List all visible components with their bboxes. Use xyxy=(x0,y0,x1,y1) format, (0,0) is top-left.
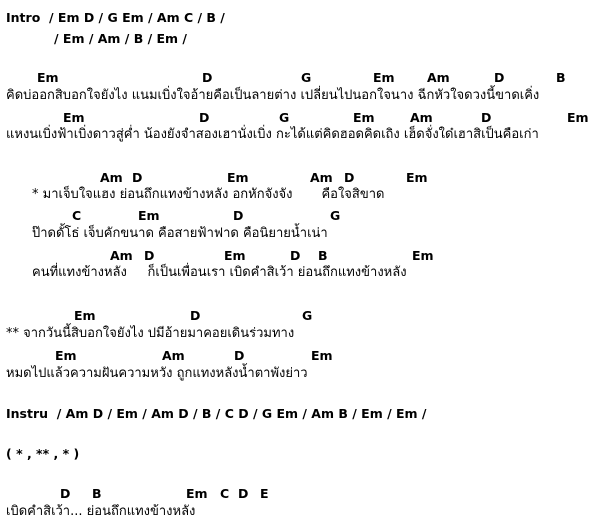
chord: B xyxy=(556,70,566,85)
chord: D xyxy=(290,248,301,263)
chord: Em xyxy=(353,110,375,125)
bridge-2-lyric: หมดไปแล้วความฝันความหวัง ถูกแทงหลังน้ำตาพังย่าว xyxy=(6,366,308,381)
repeat-marker: ( * , ** , * ) xyxy=(6,446,80,461)
chord: Em xyxy=(412,248,434,263)
chord: D xyxy=(199,110,210,125)
chord: G xyxy=(301,70,312,85)
instru-line xyxy=(6,406,426,421)
chord: Am xyxy=(310,170,333,185)
chord: Em xyxy=(406,170,428,185)
chorus-2-lyric: ป๊าดดั้โธ่ เจ็บคักขนาด คือสายฟ้าฟาด คือนิยายน้ำเน่า xyxy=(32,226,328,241)
chord: G xyxy=(279,110,290,125)
chord: B xyxy=(92,486,102,501)
chord: D xyxy=(494,70,505,85)
chord: Am xyxy=(162,348,185,363)
chord: Em xyxy=(186,486,208,501)
chord: D xyxy=(344,170,355,185)
chord: Em xyxy=(37,70,59,85)
instru-label: Instru xyxy=(6,406,49,421)
instru-chords: / Am D / Em / Am D / B / C D / G Em / Am B / Em / Em / xyxy=(56,406,427,421)
intro-chords-2: / Em / Am / B / Em / xyxy=(54,31,187,46)
chord: C xyxy=(72,208,82,223)
chord: Em xyxy=(138,208,160,223)
chord: Am xyxy=(100,170,123,185)
chord: G xyxy=(302,308,313,323)
chord: Am xyxy=(410,110,433,125)
chorus-3-lyric: คนที่แทงข้างหลัง ก็เป็นเพื่อนเรา เบิดคำสิเว้า ย่อนถึกแทงข้างหลัง xyxy=(32,265,407,280)
outro-lyric: เบิดคำสิเว้า... ย่อนถึกแทงข้างหลัง xyxy=(6,504,196,519)
chord: B xyxy=(318,248,328,263)
chord: D xyxy=(233,208,244,223)
bridge-1-lyric: ** จากวันนี้สิบอกใจยังไง ปมีอ้ายมาคอยเดินร่วมทาง xyxy=(6,326,295,341)
verse-2-lyric: แหงนเบิ่งฟ้าเบิ่งดาวสู่ค่ำ น้องยังจำสองเฮานั่งเบิ่ง กะได้แต่คิดฮอดคิดเถิง เฮ็ดจั่งใด๋เฮาสิเป็นคือเก่า xyxy=(6,127,539,142)
chord: Em xyxy=(373,70,395,85)
chord: C xyxy=(220,486,230,501)
intro-line-1 xyxy=(6,10,225,25)
verse-1-lyric: คิดบ่ออกสิบอกใจยังไง แนมเบิ่งใจอ้ายคือเป็นลายต่าง เปลี่ยนไปนอกใจนาง ฉีกหัวใจดวงนี้ขาดเคิ่ง xyxy=(6,88,540,103)
chord: D xyxy=(202,70,213,85)
chord: D xyxy=(234,348,245,363)
intro-label: Intro xyxy=(6,10,41,25)
intro-chords-1: / Em D / G Em / Am C / B / xyxy=(49,10,225,25)
chord: Em xyxy=(74,308,96,323)
chord: Em xyxy=(55,348,77,363)
chord: Am xyxy=(110,248,133,263)
chorus-1-lyric: * มาเจ็บใจแฮง ย่อนถึกแทงข้างหลัง อกหักจังจัง คือใจสิขาด xyxy=(32,187,385,202)
chord: Am xyxy=(427,70,450,85)
chord: Em xyxy=(227,170,249,185)
chord: Em xyxy=(311,348,333,363)
chord: D xyxy=(132,170,143,185)
chord: D xyxy=(238,486,249,501)
chord: D xyxy=(190,308,201,323)
chord: Em xyxy=(224,248,246,263)
chord: Em xyxy=(63,110,85,125)
chord: D xyxy=(60,486,71,501)
chord: G xyxy=(330,208,341,223)
chord: Em xyxy=(567,110,589,125)
chord: D xyxy=(481,110,492,125)
chord: E xyxy=(260,486,269,501)
chord: D xyxy=(144,248,155,263)
